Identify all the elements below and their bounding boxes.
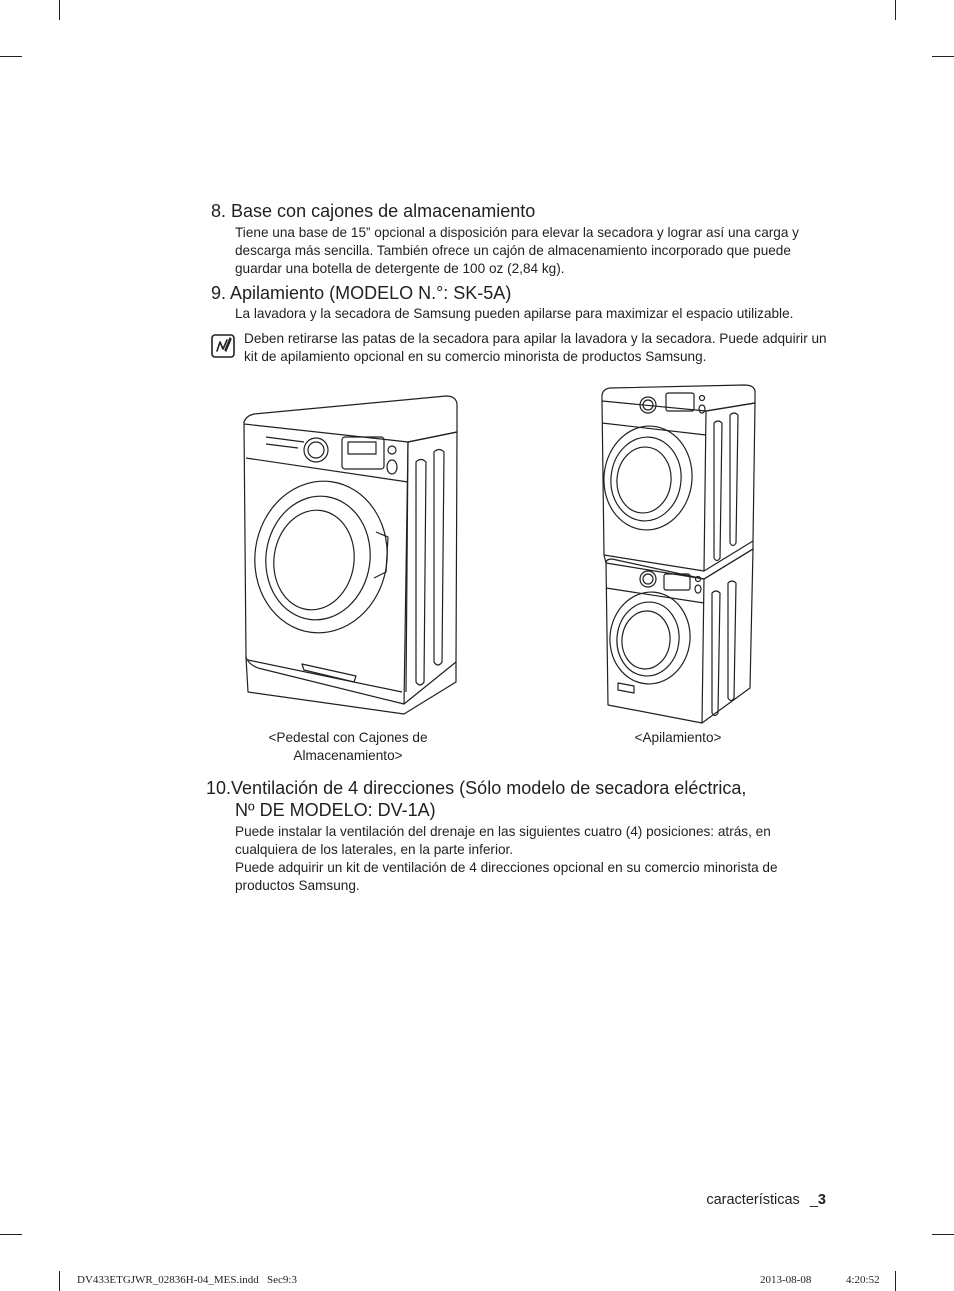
slug-time: 4:20:52 — [846, 1274, 880, 1286]
stacked-units-illustration — [598, 383, 758, 728]
footer-section: características — [706, 1192, 800, 1208]
section-9-heading — [211, 282, 511, 304]
section-number: 9. — [211, 283, 227, 303]
pedestal-washer-illustration — [236, 392, 462, 718]
crop-mark — [895, 0, 896, 20]
page-footer — [706, 1192, 826, 1208]
section-10-heading — [206, 777, 846, 821]
footer-page-prefix: _ — [809, 1192, 818, 1208]
section-title: Ventilación de 4 direcciones (Sólo modelo de secadora eléctrica, — [231, 778, 747, 798]
crop-mark — [59, 1271, 60, 1291]
slug-date: 2013-08-08 — [760, 1274, 812, 1286]
section-8-heading — [211, 200, 535, 222]
section-number: 8. — [211, 201, 227, 221]
caption-line: Almacenamiento> — [293, 748, 403, 763]
crop-mark — [932, 1234, 954, 1235]
section-8-body: Tiene una base de 15” opcional a disposición para elevar la secadora y lograr así una carga y descarga más sencilla. También ofrece un cajón de almacenamiento incorporado que puede guardar una botella de detergente de 100 oz (2,84 kg). — [235, 225, 799, 276]
section-number: 10. — [206, 778, 232, 798]
section-title-line2: Nº DE MODELO: DV-1A) — [235, 800, 436, 820]
stacking-caption: <Apilamiento> — [634, 730, 722, 745]
section-10-body-1: Puede instalar la ventilación del drenaje en las siguientes cuatro (4) posiciones: atrás, en cualquiera de los laterales, en la parte inferior. — [235, 824, 771, 857]
pencil-note-icon — [211, 334, 235, 358]
crop-mark — [895, 1271, 896, 1291]
crop-mark — [0, 1234, 22, 1235]
section-10-body-2: Puede adquirir un kit de ventilación de 4 direcciones opcional en su comercio minorista de productos Samsung. — [235, 860, 778, 893]
pedestal-caption — [244, 729, 452, 765]
note-text: Deben retirarse las patas de la secadora para apilar la lavadora y la secadora. Puede adquirir un kit de apilamiento opcional en su comercio minorista de productos Samsung. — [244, 331, 827, 364]
slug-file: DV433ETGJWR_02836H-04_MES.indd Sec9:3 — [77, 1274, 297, 1286]
crop-mark — [59, 0, 60, 20]
crop-mark — [932, 56, 954, 57]
crop-mark — [0, 56, 22, 57]
page-number: 3 — [817, 1192, 826, 1208]
caption-line: <Pedestal con Cajones de — [268, 730, 428, 745]
section-title: Apilamiento (MODELO N.°: SK-5A) — [230, 283, 512, 303]
section-9-body: La lavadora y la secadora de Samsung pueden apilarse para maximizar el espacio utilizable. — [235, 306, 794, 321]
section-title: Base con cajones de almacenamiento — [231, 201, 536, 221]
